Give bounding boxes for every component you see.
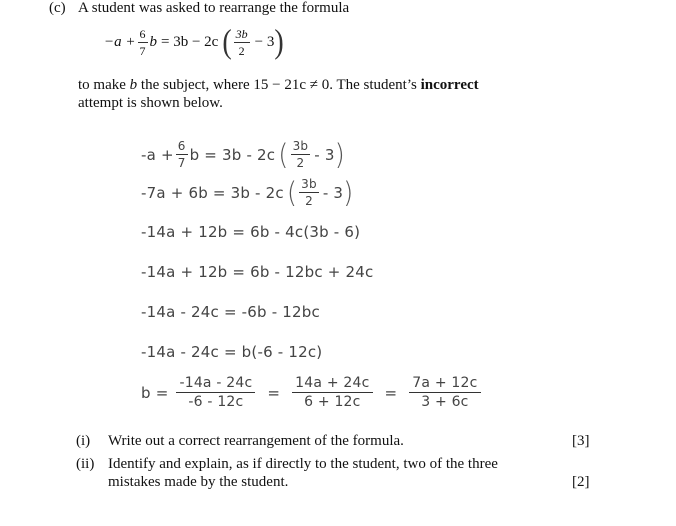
subject-instruction [78, 77, 479, 94]
step2-inner-fraction [299, 178, 319, 207]
step1-frac-num: 6 [177, 139, 186, 153]
attempt-step-2 [141, 178, 354, 207]
given-formula [104, 23, 284, 61]
attempt-step-7 [141, 376, 483, 409]
step1-inner-fraction [291, 140, 311, 169]
instr-part-b: the subject, where 15 − 21c ≠ 0. The student’s [137, 77, 421, 93]
task-ii-text-line1: Identify and explain, as if directly to the student, two of the three [108, 456, 498, 472]
step7-lhs: b = [141, 383, 169, 402]
task-i-marks: [3] [572, 433, 590, 449]
step1-six-sevenths [176, 140, 188, 169]
formula-eq-middle: = 3b − 2c [161, 34, 219, 50]
attempt-step-1 [141, 140, 345, 169]
step7-fraction-3 [409, 376, 480, 409]
step7-f2-den: 6 + 12c [304, 394, 361, 410]
step1-inner-den: 2 [296, 156, 305, 170]
step1-lhs: -a + [141, 145, 174, 164]
formula-b: b [149, 34, 157, 50]
intro-text: A student was asked to rearrange the formula [78, 0, 350, 16]
formula-six-sevenths [138, 28, 148, 57]
step2-open-paren: ( [286, 176, 298, 209]
task-i-text: Write out a correct rearrangement of the formula. [108, 433, 404, 449]
attempt-step-4: -14a + 12b = 6b - 12bc + 24c [141, 263, 374, 281]
part-label: (c) [49, 0, 66, 16]
step1-close-paren: ) [334, 138, 345, 171]
step7-f3-num: 7a + 12c [409, 376, 480, 393]
instr-var: b [129, 77, 138, 93]
attempt-intro: attempt is shown below. [78, 95, 223, 111]
step7-f1-den: -6 - 12c [188, 394, 244, 410]
step2-close-paren: ) [343, 176, 354, 209]
step7-fraction-2 [292, 376, 372, 409]
attempt-step-5: -14a - 24c = -6b - 12bc [141, 303, 320, 321]
formula-inner-den: 2 [238, 44, 245, 58]
attempt-step-3: -14a + 12b = 6b - 4c(3b - 6) [141, 223, 361, 241]
step1-inner-num: 3b [292, 139, 309, 153]
step7-f1-num: -14a - 24c [176, 376, 255, 393]
formula-lhs-prefix: −a + [104, 34, 136, 50]
task-ii-label: (ii) [76, 456, 95, 472]
formula-inner-num: 3b [235, 27, 248, 41]
task-ii-marks: [2] [572, 474, 590, 490]
attempt-step-6: -14a - 24c = b(-6 - 12c) [141, 343, 323, 361]
step1-open-paren: ( [278, 138, 289, 171]
step2-inner-num: 3b [301, 177, 317, 191]
formula-frac-den: 7 [139, 44, 146, 58]
step7-eq-1: = [267, 383, 281, 402]
step7-fraction-1 [176, 376, 255, 409]
formula-inner-tail: − 3 [254, 34, 275, 50]
formula-frac-num: 6 [139, 27, 146, 41]
formula-inner-fraction [234, 28, 250, 57]
step2-lhs: -7a + 6b = 3b - 2c [141, 183, 284, 202]
step1-frac-den: 7 [177, 156, 186, 170]
step1-after-frac: b = 3b - 2c [189, 145, 276, 164]
instr-bold: incorrect [420, 77, 479, 93]
step1-inner-tail: - 3 [314, 145, 335, 164]
formula-close-paren: ) [274, 23, 284, 61]
step2-inner-tail: - 3 [322, 183, 344, 202]
formula-open-paren: ( [222, 23, 232, 61]
step7-eq-2: = [384, 383, 398, 402]
step2-inner-den: 2 [305, 194, 313, 208]
step7-f2-num: 14a + 24c [292, 376, 372, 393]
task-ii-text-line2: mistakes made by the student. [108, 474, 289, 490]
step7-f3-den: 3 + 6c [421, 394, 469, 410]
task-i-label: (i) [76, 433, 91, 449]
instr-part-a: to make [78, 77, 130, 93]
